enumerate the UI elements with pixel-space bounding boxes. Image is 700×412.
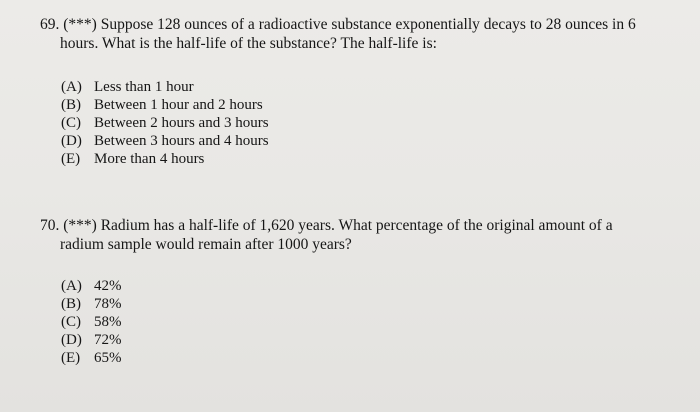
option-text: 65% <box>94 350 122 366</box>
answer-options <box>61 277 122 367</box>
option-text: 42% <box>94 278 122 294</box>
option-text: 72% <box>94 332 122 348</box>
question-stem-line: 69. (***) Suppose 128 ounces of a radioactive substance exponentially decays to 28 ounces in 6 <box>40 16 636 33</box>
question-stem-line: 70. (***) Radium has a half-life of 1,620 years. What percentage of the original amount of a <box>40 217 613 234</box>
option-text: Less than 1 hour <box>94 79 194 95</box>
answer-options <box>61 78 269 168</box>
option-text: Between 1 hour and 2 hours <box>94 97 263 113</box>
question-stem-line: radium sample would remain after 1000 years? <box>60 236 352 253</box>
option-letter: (B) <box>61 296 81 312</box>
option-letter: (E) <box>61 350 81 366</box>
answer-option-c <box>61 114 269 132</box>
answer-option-e <box>61 150 269 168</box>
option-letter: (E) <box>61 151 81 167</box>
option-letter: (D) <box>61 332 82 348</box>
option-letter: (B) <box>61 97 81 113</box>
answer-option-a <box>61 78 269 96</box>
option-letter: (A) <box>61 79 82 95</box>
option-letter: (C) <box>61 314 81 330</box>
question-69 <box>40 15 670 167</box>
question-stem-line: hours. What is the half-life of the substance? The half-life is: <box>60 35 437 52</box>
answer-option-c <box>61 313 122 331</box>
option-text: More than 4 hours <box>94 151 205 167</box>
option-text: Between 3 hours and 4 hours <box>94 133 269 149</box>
question-stem <box>40 216 670 254</box>
question-stem <box>40 15 670 53</box>
answer-option-a <box>61 277 122 295</box>
answer-option-d <box>61 132 269 150</box>
answer-option-d <box>61 331 122 349</box>
answer-option-e <box>61 349 122 367</box>
question-70 <box>40 216 670 366</box>
option-text: 78% <box>94 296 122 312</box>
answer-option-b <box>61 96 269 114</box>
option-letter: (A) <box>61 278 82 294</box>
option-letter: (D) <box>61 133 82 149</box>
option-text: 58% <box>94 314 122 330</box>
answer-option-b <box>61 295 122 313</box>
option-letter: (C) <box>61 115 81 131</box>
option-text: Between 2 hours and 3 hours <box>94 115 269 131</box>
